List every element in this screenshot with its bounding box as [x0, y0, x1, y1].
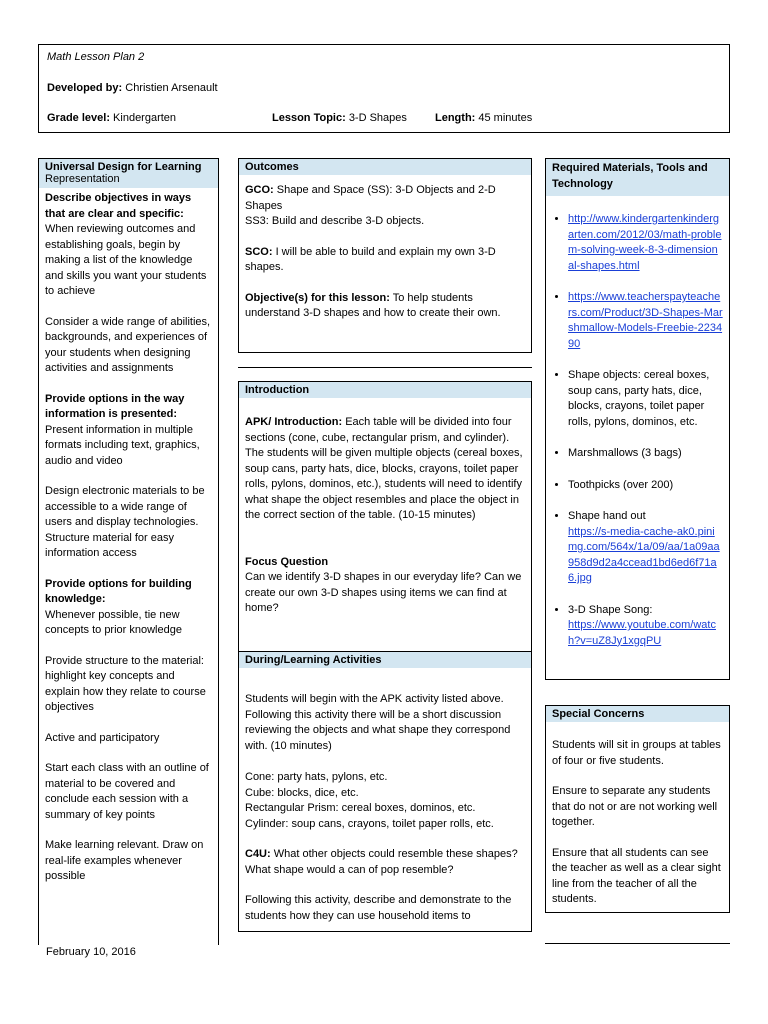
during-heading: During/Learning Activities: [239, 652, 531, 668]
lesson-topic: [272, 112, 407, 124]
materials-item: [568, 509, 723, 587]
materials-item: [568, 290, 723, 352]
song-label: 3-D Shape Song:: [568, 603, 653, 616]
handout-label: Shape hand out: [568, 510, 646, 522]
footer-date: February 10, 2016: [46, 946, 136, 958]
materials-box: [545, 158, 730, 680]
during-intro: Students will begin with the APK activity listed above. Following this activity there will be a short discussion reviewing the objects and what shape they correspond with. (10 minutes): [245, 693, 511, 752]
objective-label: Objective(s) for this lesson:: [245, 291, 390, 304]
concern-item: Ensure to separate any students that do not or are not working well together.: [552, 785, 718, 828]
song-link[interactable]: https://www.youtube.com/watch?v=uZ8Jy1xgqPU: [568, 619, 716, 647]
handout-link[interactable]: https://s-media-cache-ak0.pinimg.com/564x/1a/09/aa/1a09aa958d9d2a4ccead1bd6ed6f71a6.jpg: [568, 525, 720, 584]
udl-block: Describe objectives in ways that are clear and specific: When reviewing outcomes and establishing goals, begin by making a list of the knowledge and skills you want your students to achieve: [45, 192, 207, 297]
materials-item: [568, 212, 723, 274]
gco-text: Shape and Space (SS): 3-D Objects and 2-D Shapes: [245, 184, 496, 212]
length-value: 45 minutes: [478, 112, 533, 124]
page-title: Math Lesson Plan 2: [47, 51, 145, 63]
udl-subheading: Representation: [39, 173, 218, 188]
shape-cylinder: Cylinder: soup cans, crayons, toilet paper rolls, etc.: [245, 817, 494, 830]
materials-item: • Shape objects: cereal boxes, soup cans, party hats, dice, blocks, crayons, toilet paper rolls, pylons, dominos, etc.: [568, 368, 723, 430]
lesson-length: [435, 112, 532, 124]
udl-column: [38, 158, 219, 945]
c4u-label: C4U:: [245, 848, 271, 860]
apk-label: APK/ Introduction:: [245, 416, 343, 428]
concern-item: Ensure that all students can see the teacher as well as a clear sight line from the teacher of all the students.: [552, 846, 721, 905]
developed-by: [47, 82, 218, 94]
gco-label: GCO:: [245, 184, 274, 196]
focus-text: Can we identify 3-D shapes in our everyday life? Can we create our own 3-D shapes using items we can find at home?: [245, 571, 522, 614]
udl-content: [39, 188, 218, 903]
during-box: [238, 651, 532, 932]
divider: [238, 367, 532, 368]
ss3-text: SS3: Build and describe 3-D objects.: [245, 215, 425, 227]
introduction-content: [239, 398, 531, 617]
topic-label: Lesson Topic:: [272, 112, 346, 124]
materials-list: [546, 212, 729, 649]
divider: [545, 943, 730, 944]
materials-item: [568, 603, 723, 650]
grade-level: [47, 112, 176, 124]
apk-text: Each table will be divided into four sections (cone, cube, rectangular prism, and cylinder). The students will be given multiple objects (cereal boxes, soup cans, party hats, dice, blocks, crayons, toilet paper rolls, pylons, dominos, etc.), students will need to identify what shape the object resembles and place the object in the correct section of the table. (10-15 minutes): [245, 416, 523, 521]
concerns-heading: Special Concerns: [546, 706, 729, 722]
udl-block: Active and participatory: [45, 731, 160, 744]
materials-item: • Marshmallows (3 bags): [568, 446, 723, 462]
udl-block: Provide options for building knowledge: Whenever possible, tie new concepts to prior knowledge: [45, 577, 192, 636]
udl-block: Provide structure to the material: highlight key concepts and explain how they relate to course objectives: [45, 654, 206, 713]
materials-item: • Toothpicks (over 200): [568, 478, 723, 494]
grade-value: Kindergarten: [113, 112, 177, 124]
length-label: Length:: [435, 112, 476, 124]
outcomes-heading: Outcomes: [239, 159, 531, 175]
during-content: [239, 668, 531, 924]
outcomes-content: [239, 175, 531, 322]
introduction-box: [238, 381, 532, 652]
follow-text: Following this activity, describe and demonstrate to the students how they can use household items to: [245, 894, 512, 922]
developed-label: Developed by:: [47, 82, 123, 94]
udl-block: Start each class with an outline of material to be covered and conclude each session with a summary of key points: [45, 762, 209, 821]
developed-value: Christien Arsenault: [125, 82, 218, 94]
kindergarten-link[interactable]: http://www.kindergartenkindergarten.com/2012/03/math-problem-solving-week-8-3-dimensional-shapes.html: [568, 213, 722, 272]
shape-cone: Cone: party hats, pylons, etc.: [245, 771, 388, 783]
concerns-box: [545, 705, 730, 913]
grade-label: Grade level:: [47, 112, 110, 124]
shape-cube: Cube: blocks, dice, etc.: [245, 786, 359, 799]
udl-block: Consider a wide range of abilities, backgrounds, and experiences of your students when designing activities and assignments: [45, 315, 211, 374]
shape-prism: Rectangular Prism: cereal boxes, dominos, etc.: [245, 802, 476, 814]
sco-text: I will be able to build and explain my own 3-D shapes.: [245, 245, 496, 273]
concern-item: Students will sit in groups at tables of four or five students.: [552, 739, 721, 767]
udl-heading: Universal Design for Learning: [39, 159, 218, 173]
topic-value: 3-D Shapes: [348, 112, 407, 124]
sco-label: SCO:: [245, 245, 273, 258]
outcomes-box: [238, 158, 532, 353]
tpt-link[interactable]: https://www.teacherspayteachers.com/Product/3D-Shapes-Marshmallow-Models-Freebie-223490: [568, 291, 723, 350]
focus-label: Focus Question: [245, 555, 329, 568]
udl-block: Provide options in the way information is presented: Present information in multiple formats including text, graphics, audio and video: [45, 392, 200, 467]
introduction-heading: Introduction: [239, 382, 531, 398]
objective-text: To help students understand 3-D shapes and how to create their own.: [245, 291, 501, 319]
header-box: [38, 44, 730, 133]
c4u-text: What other objects could resemble these shapes? What shape would a can of pop resemble?: [245, 848, 518, 876]
udl-block: Make learning relevant. Draw on real-life examples whenever possible: [45, 839, 204, 882]
udl-block: Design electronic materials to be accessible to a wide range of users and display technologies. Structure material for easy information access: [45, 485, 205, 559]
concerns-content: [546, 722, 729, 908]
materials-heading: Required Materials, Tools and Technology: [546, 159, 729, 196]
